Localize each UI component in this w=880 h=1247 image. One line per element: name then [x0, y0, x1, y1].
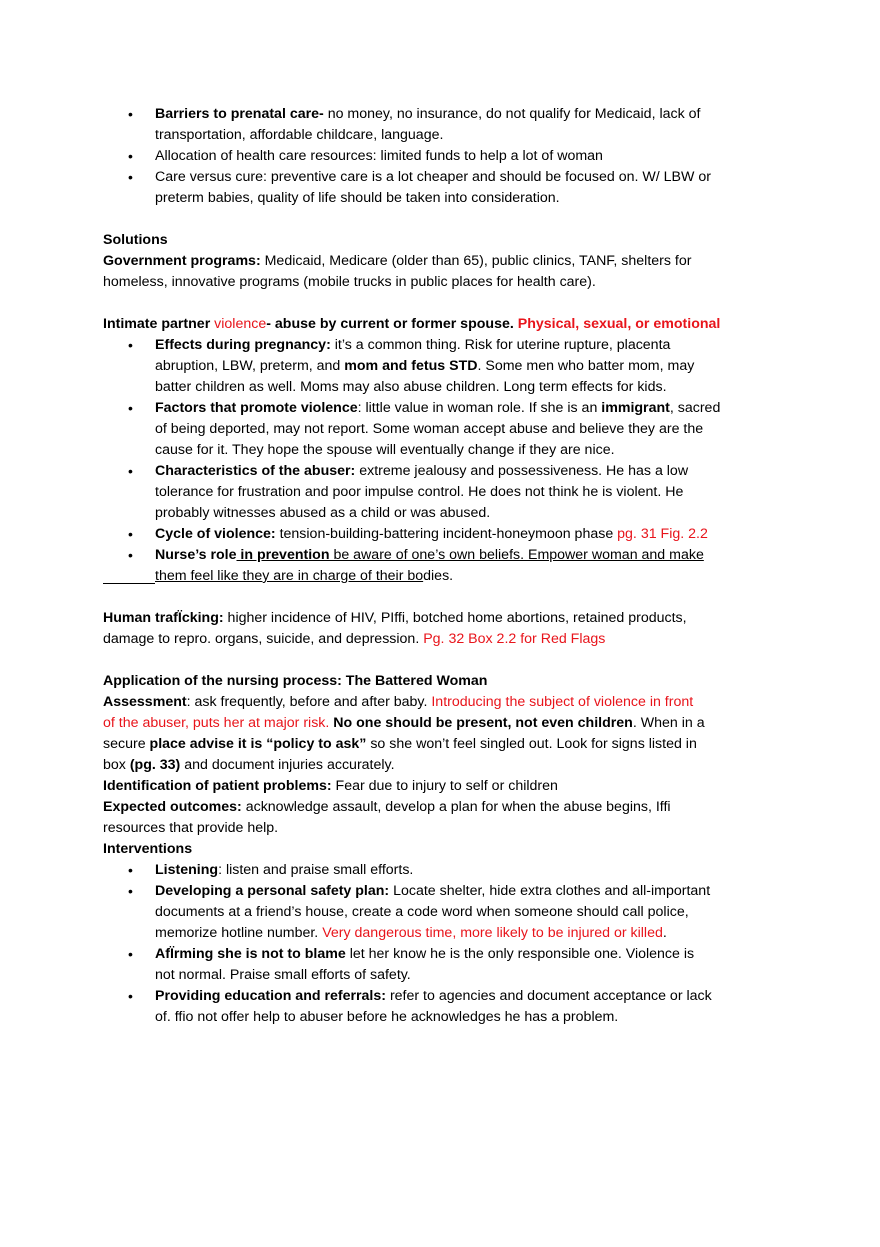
blank-line — [0, 209, 880, 230]
text-run: tolerance for frustration and poor impulse control. He does not think he is violent. He — [155, 484, 684, 500]
text-run: Medicaid, Medicare (older than 65), public clinics, TANF, shelters for — [260, 253, 692, 269]
bold-text: Assessment — [103, 694, 187, 710]
text-line — [0, 608, 880, 629]
text-run: . Some men who batter mom, may — [477, 358, 695, 374]
text-run: of. ffio not offer help to abuser before he acknowledges he has a problem. — [155, 1009, 619, 1025]
bullet-icon: • — [128, 946, 133, 962]
bullet-icon: • — [128, 862, 133, 878]
text-run: batter children as well. Moms may also abuse children. Long term effects for kids. — [155, 379, 667, 395]
bold-text: Factors that promote violence — [155, 400, 358, 416]
text-run: resources that provide help. — [103, 820, 279, 836]
text-run: and document injuries accurately. — [180, 757, 395, 773]
text-line — [0, 902, 880, 923]
text-run: secure — [103, 736, 150, 752]
text-line — [0, 251, 880, 272]
bold-text: immigrant — [601, 400, 670, 416]
bullet-item-line — [0, 167, 880, 188]
bullet-item-line — [0, 944, 880, 965]
text-line — [0, 440, 880, 461]
bold-text: Providing education and referrals: — [155, 988, 386, 1004]
bold-text: Interventions — [103, 841, 193, 857]
text-line — [0, 419, 880, 440]
blank-line — [0, 587, 880, 608]
text-run: box — [103, 757, 130, 773]
text-run: no money, no insurance, do not qualify for Medicaid, lack of — [323, 106, 701, 122]
text-line — [0, 125, 880, 146]
text-line — [0, 839, 880, 860]
bullet-icon: • — [128, 106, 133, 122]
text-run: : little value in woman role. If she is an — [357, 400, 602, 416]
bold-text: Expected outcomes: — [103, 799, 242, 815]
text-run: homeless, innovative programs (mobile trucks in public places for health care). — [103, 274, 596, 290]
text-run: it’s a common thing. Risk for uterine rupture, placenta — [330, 337, 671, 353]
text-run: of being deported, may not report. Some woman accept abuse and believe they are the — [155, 421, 704, 437]
bullet-icon: • — [128, 463, 133, 479]
bullet-icon: • — [128, 400, 133, 416]
bold-text: Nurse’s role — [155, 547, 237, 563]
bold-text: Identification of patient problems: — [103, 778, 332, 794]
bullet-icon: • — [128, 148, 133, 164]
text-run: them feel like they are in charge of their bo — [155, 568, 424, 584]
text-run: refer to agencies and document acceptance or lack — [386, 988, 712, 1004]
highlighted-text: Very dangerous time, more likely to be injured or killed — [322, 925, 663, 941]
text-run: documents at a friend’s house, create a code word when someone should call police, — [155, 904, 689, 920]
text-run: Fear due to injury to self or children — [331, 778, 558, 794]
highlighted-text: Physical, sexual, or emotional — [517, 316, 721, 332]
highlighted-text: pg. 31 Fig. 2.2 — [617, 526, 708, 542]
bold-text: Listening — [155, 862, 219, 878]
text-run: , sacred — [669, 400, 721, 416]
text-run: abruption, LBW, preterm, and — [155, 358, 345, 374]
bold-text: in prevention — [236, 547, 330, 563]
blank-line — [0, 293, 880, 314]
bold-text: (pg. 33) — [129, 757, 181, 773]
text-run: : listen and praise small efforts. — [218, 862, 414, 878]
bold-text: Characteristics of the abuser: — [155, 463, 356, 479]
text-run: tension-building-battering incident-honeymoon phase — [275, 526, 618, 542]
bold-text: Application of the nursing process: The Battered Woman — [103, 673, 488, 689]
bullet-icon: • — [128, 526, 133, 542]
bullet-item-line — [0, 860, 880, 881]
text-line — [0, 230, 880, 251]
text-run: cause for it. They hope the spouse will eventually change if they are nice. — [155, 442, 615, 458]
bullet-icon: • — [128, 883, 133, 899]
text-line — [0, 566, 880, 587]
text-line — [0, 776, 880, 797]
bullet-icon: • — [128, 547, 133, 563]
bullet-icon: • — [128, 988, 133, 1004]
bold-text: No one should be present, not even children — [333, 715, 633, 731]
bullet-item-line — [0, 335, 880, 356]
bold-text: Barriers to prenatal care- — [155, 106, 324, 122]
text-line — [0, 629, 880, 650]
bullet-item-line — [0, 524, 880, 545]
text-line — [0, 818, 880, 839]
text-run: let her know he is the only responsible one. Violence is — [345, 946, 695, 962]
bullet-item-line — [0, 398, 880, 419]
text-run: be aware of one’s own beliefs. Empower woman and make — [329, 547, 704, 563]
bold-text: Effects during pregnancy: — [155, 337, 331, 353]
text-run: extreme jealousy and possessiveness. He has a low — [355, 463, 689, 479]
bold-text: Developing a personal safety plan: — [155, 883, 390, 899]
bullet-item-line — [0, 461, 880, 482]
text-run: not normal. Praise small efforts of safety. — [155, 967, 411, 983]
bold-text: AfÏrming she is not to blame — [155, 946, 346, 962]
bullet-item-line — [0, 986, 880, 1007]
bold-text: Cycle of violence: — [155, 526, 276, 542]
highlighted-text: violence — [214, 316, 267, 332]
text-run: . — [662, 925, 667, 941]
text-run: Allocation of health care resources: limited funds to help a lot of woman — [155, 148, 603, 164]
text-line — [0, 377, 880, 398]
text-run: higher incidence of HIV, PIffi, botched home abortions, retained products, — [223, 610, 687, 626]
bullet-item-line — [0, 881, 880, 902]
text-line — [0, 314, 880, 335]
text-line — [0, 188, 880, 209]
highlighted-text: Pg. 32 Box 2.2 for Red Flags — [423, 631, 606, 647]
bullet-icon: • — [128, 169, 133, 185]
bullet-item-line — [0, 545, 880, 566]
highlighted-text: Introducing the subject of violence in front — [431, 694, 694, 710]
bold-text: Government programs: — [103, 253, 261, 269]
text-line — [0, 713, 880, 734]
text-line — [0, 503, 880, 524]
highlighted-text: of the abuser, puts her at major risk. — [103, 715, 330, 731]
text-line — [0, 797, 880, 818]
bullet-item-line — [0, 146, 880, 167]
text-run: probably witnesses abused as a child or was abused. — [155, 505, 491, 521]
text-run: dies. — [423, 568, 454, 584]
text-run: so she won’t feel singled out. Look for signs listed in — [366, 736, 697, 752]
text-run: : ask frequently, before and after baby. — [186, 694, 432, 710]
text-run: acknowledge assault, develop a plan for when the abuse begins, Iffi — [241, 799, 671, 815]
bold-text: mom and fetus STD — [344, 358, 478, 374]
bullet-item-line — [0, 104, 880, 125]
text-line — [0, 734, 880, 755]
bold-text: Solutions — [103, 232, 168, 248]
text-line — [0, 1007, 880, 1028]
text-line — [0, 923, 880, 944]
blank-line — [0, 650, 880, 671]
bold-text: place advise it is “policy to ask” — [149, 736, 367, 752]
text-run: damage to repro. organs, suicide, and depression. — [103, 631, 424, 647]
bold-text: - abuse by current or former spouse. — [266, 316, 518, 332]
document-page — [0, 104, 880, 1028]
text-run: transportation, affordable childcare, language. — [155, 127, 444, 143]
text-line — [0, 671, 880, 692]
text-line — [0, 482, 880, 503]
text-run: preterm babies, quality of life should be taken into consideration. — [155, 190, 560, 206]
text-run: memorize hotline number. — [155, 925, 323, 941]
text-line — [0, 965, 880, 986]
bold-text: Intimate partner — [103, 316, 215, 332]
bold-text: Human trafÏcking: — [103, 610, 224, 626]
text-run: Locate shelter, hide extra clothes and all-important — [389, 883, 711, 899]
bullet-icon: • — [128, 337, 133, 353]
text-run: . When in a — [632, 715, 705, 731]
text-line — [0, 755, 880, 776]
text-line — [0, 692, 880, 713]
text-run: Care versus cure: preventive care is a lot cheaper and should be focused on. W/ LBW or — [155, 169, 711, 185]
text-line — [0, 272, 880, 293]
text-line — [0, 356, 880, 377]
